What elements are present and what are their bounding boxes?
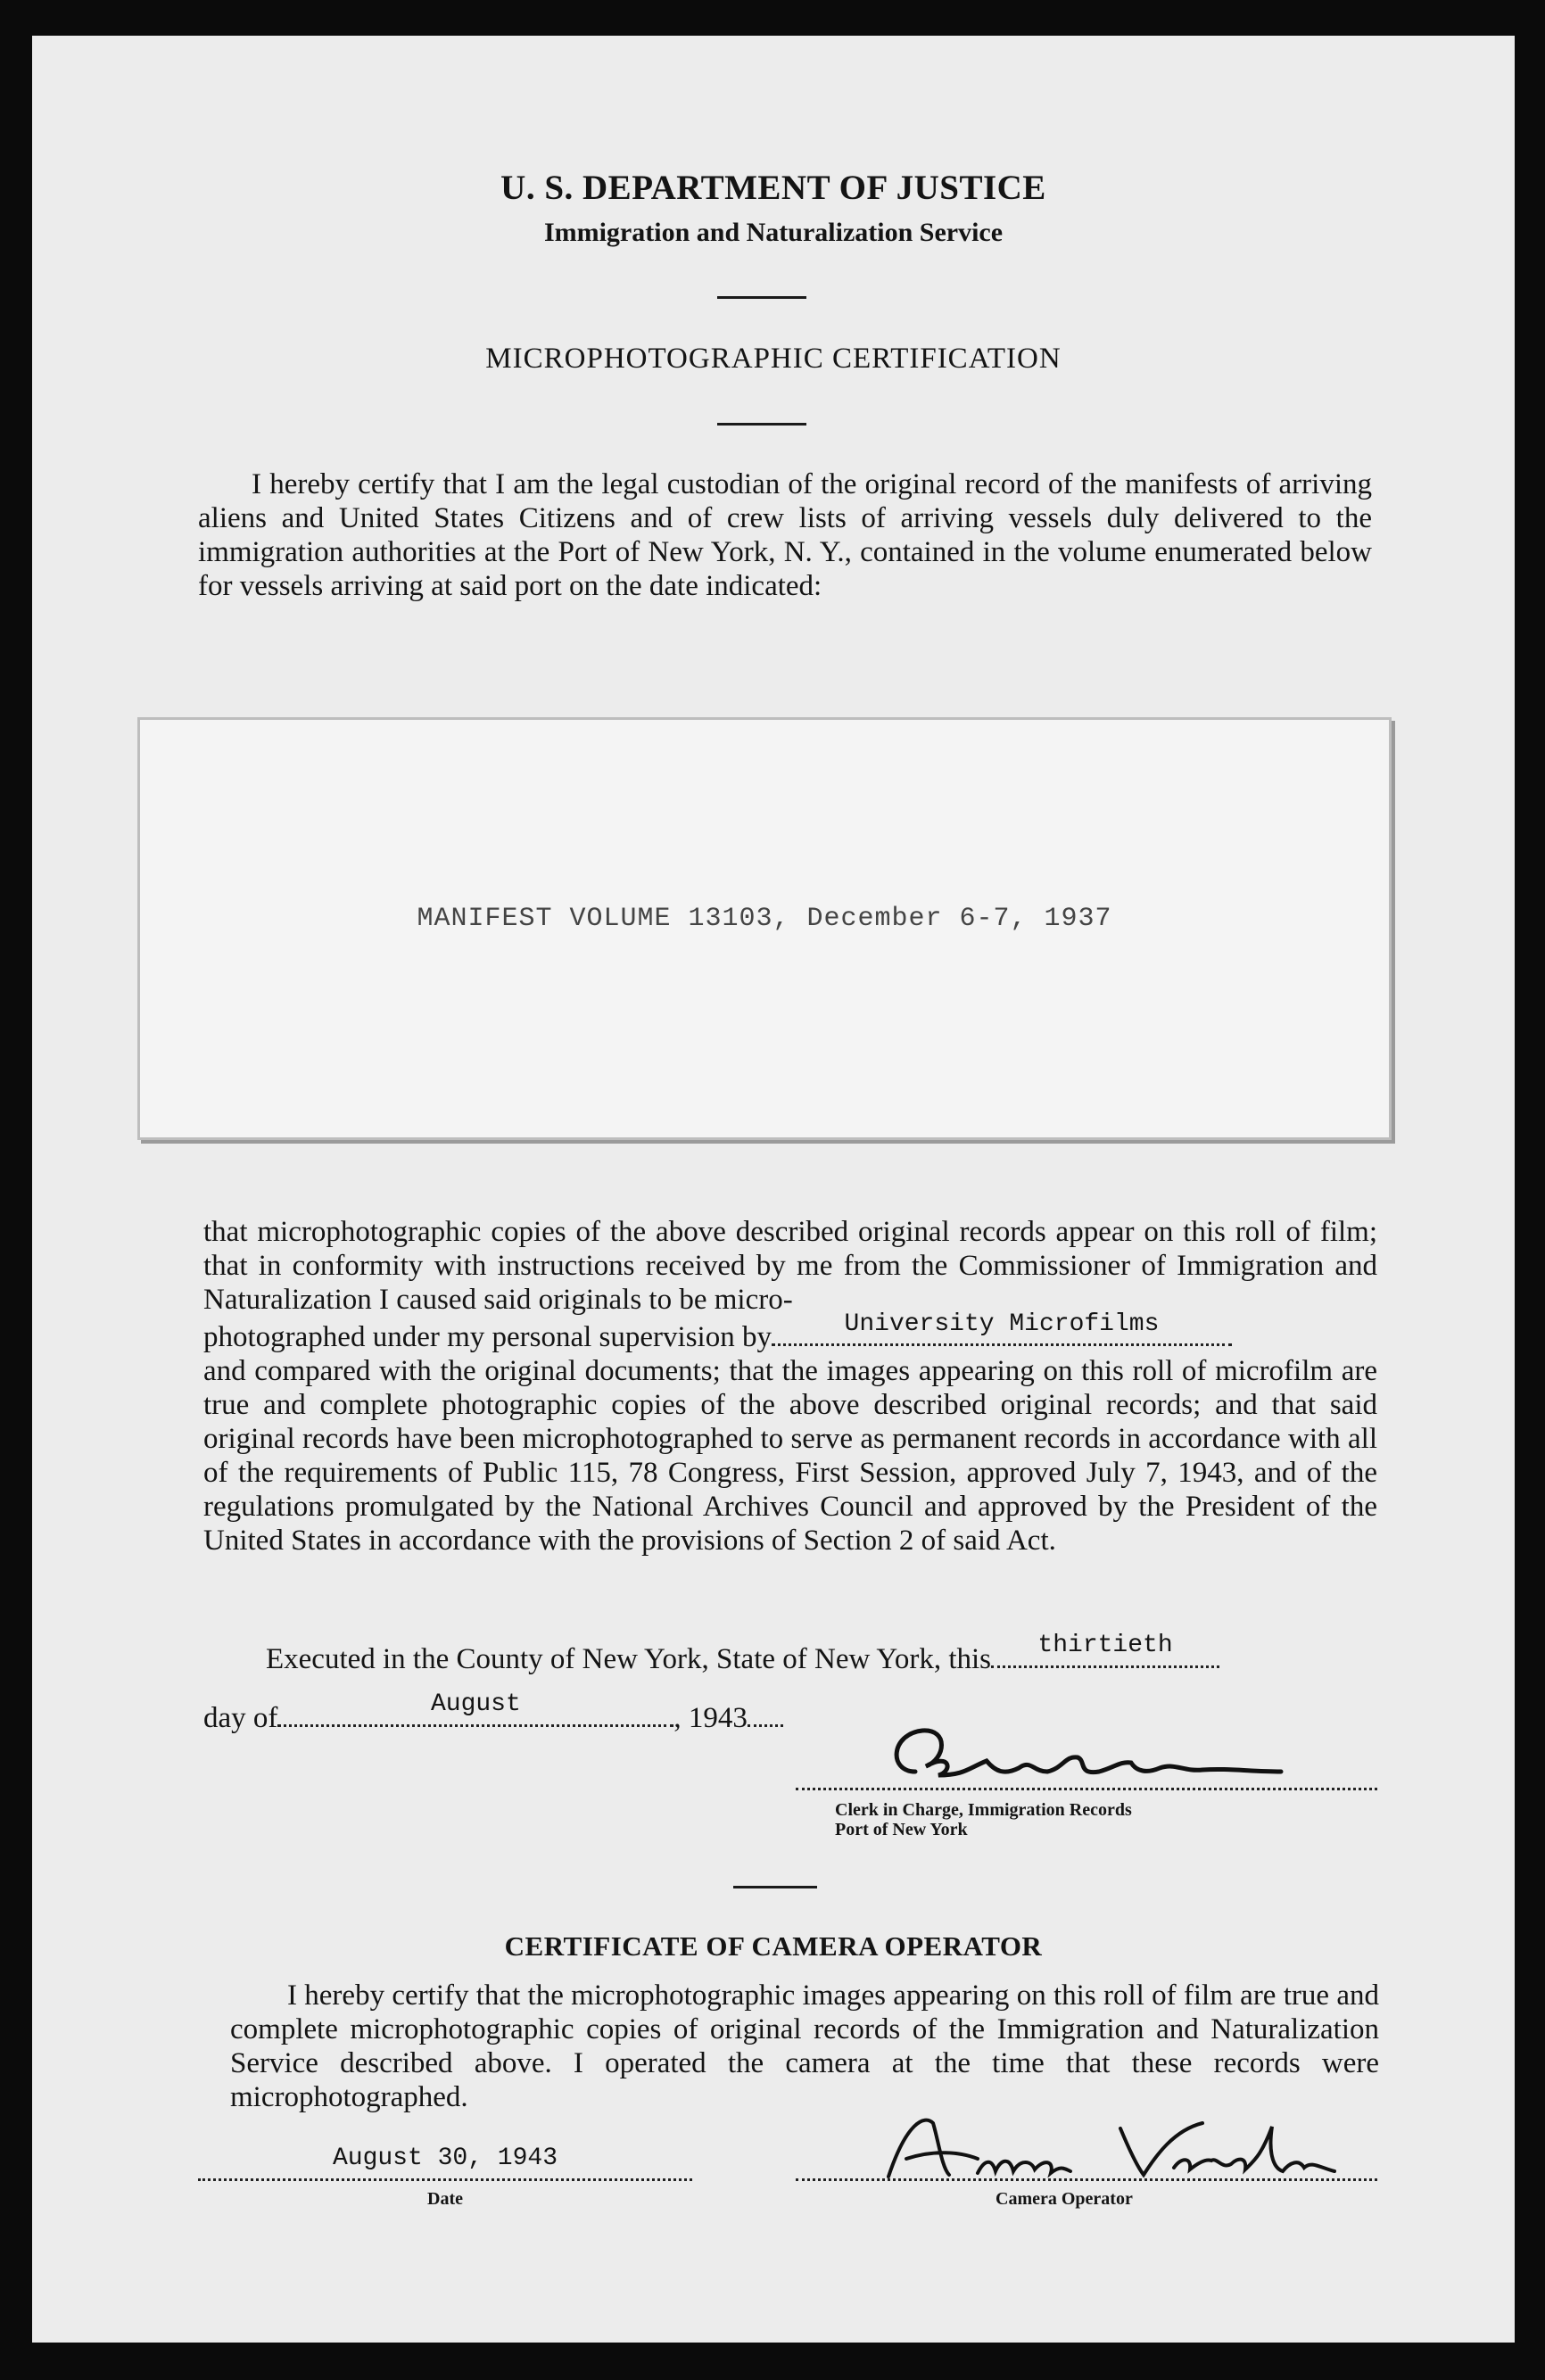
clerk-port: Port of New York bbox=[835, 1820, 968, 1839]
camera-operator-label: Camera Operator bbox=[996, 2189, 1133, 2209]
date-label: Date bbox=[427, 2189, 463, 2209]
service-subheading: Immigration and Naturalization Service bbox=[543, 218, 1004, 247]
certificate-page bbox=[32, 36, 1515, 2343]
day-of-label: day of bbox=[203, 1702, 278, 1734]
date-signature-line bbox=[198, 2178, 692, 2181]
camera-certificate-title: CERTIFICATE OF CAMERA OPERATOR bbox=[504, 1930, 1043, 1962]
clerk-signature bbox=[853, 1716, 1299, 1806]
supervision-label: photographed under my personal supervision by bbox=[203, 1321, 772, 1353]
clerk-signature-line bbox=[796, 1788, 1377, 1790]
body-line-1: that microphotographic copies of the above described original records appear on this roll of film; that in conformity with instructions received by me from the Commissioner of Immigration and Naturalization I caused said originals to be micro- bbox=[203, 1216, 1377, 1316]
body-line-2 bbox=[203, 1310, 1377, 1354]
form-title: MICROPHOTOGRAPHIC CERTIFICATION bbox=[485, 343, 1062, 375]
divider bbox=[733, 1886, 817, 1888]
divider bbox=[717, 423, 806, 426]
day-value: thirtieth bbox=[1037, 1632, 1173, 1659]
operator-signature-line bbox=[796, 2178, 1377, 2181]
clerk-title: Clerk in Charge, Immigration Records bbox=[835, 1800, 1132, 1820]
camera-certificate-text: I hereby certify that the microphotographic images appearing on this roll of film are true and complete microphotographic copies of original records of the Immigration and Naturalization Service described above. I operated the camera at the time that these records were microphotographed. bbox=[230, 1979, 1379, 2113]
year-value: , 1943 bbox=[673, 1702, 748, 1734]
department-heading: U. S. DEPARTMENT OF JUSTICE bbox=[500, 169, 1046, 207]
intro-paragraph: I hereby certify that I am the legal custodian of the original record of the manifests of arriving aliens and United States Citizens and of crew lists of arriving vessels duly delivered to the immigration authorities at the Port of New York, N. Y., contained in the volume enumerated below for vessels arriving at said port on the date indicated: bbox=[198, 468, 1372, 602]
manifest-box bbox=[137, 717, 1392, 1140]
operator-signature bbox=[853, 2105, 1352, 2186]
date-line bbox=[203, 1690, 783, 1736]
supervisor-value: University Microfilms bbox=[844, 1310, 1160, 1338]
supervisor-field bbox=[772, 1310, 1232, 1346]
month-field bbox=[277, 1690, 673, 1727]
executed-label: Executed in the County of New York, State of New York, this bbox=[266, 1643, 992, 1675]
body-rest: and compared with the original documents; that the images appearing on this roll of microfilm are true and complete photographic copies of the above described original records; and that said original records have been microphotographed to serve as permanent records in accordance with all of the requirements of Public 115, 78 Congress, First Session, approved July 7, 1943, and of the regulations promulgated by the National Archives Council and approved by the President of the United States in accordance with the provisions of Section 2 of said Act. bbox=[203, 1355, 1377, 1557]
operator-date-value: August 30, 1943 bbox=[332, 2144, 558, 2172]
executed-line bbox=[266, 1632, 1377, 1677]
month-value: August bbox=[430, 1690, 521, 1718]
divider bbox=[717, 296, 806, 299]
manifest-volume-text: MANIFEST VOLUME 13103, December 6-7, 1937 bbox=[417, 904, 1112, 934]
certification-body bbox=[203, 1215, 1377, 1558]
day-field bbox=[991, 1632, 1219, 1668]
